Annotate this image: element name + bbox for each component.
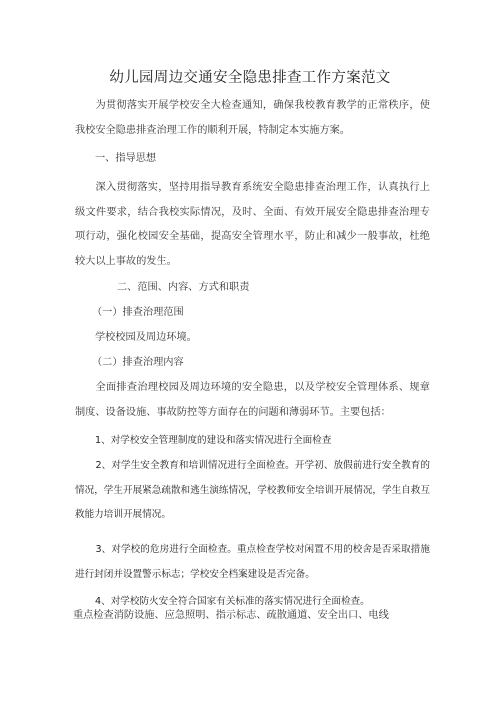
check-item-4: 4、对学校防火安全符合国家有关标准的落实情况进行全面检查。 — [95, 596, 370, 607]
section-heading-scope: 二、范围、内容、方式和职责 — [117, 282, 250, 293]
content-paragraph: 全面排查治理校园及周边环境的安全隐患，以及学校安全管理体系、规章制度、设备设施、事故防控等方面存在的问题和薄弱环节。主要包括： — [75, 382, 430, 418]
guiding-ideology-paragraph: 深入贯彻落实，坚持用指导教育系统安全隐患排查治理工作，认真执行上级文件要求，结合我校实际情况，及时、全面、有效开展安全隐患排查治理专项行动，强化校园安全基础，提高安全管理水平，防止和减少一般事故，杜绝较大以上事故的发生。 — [75, 182, 430, 267]
subsection-heading-content: （二）排查治理内容 — [92, 357, 184, 368]
check-item-3: 3、对学校的危房进行全面检查。重点检查学校对闲置不用的校舍是否采取措施进行封闭并设置警示标志；学校安全档案建设是否完备。 — [75, 544, 430, 580]
check-item-1: 1、对学校安全管理制度的建设和落实情况进行全面检查 — [95, 435, 332, 446]
section-heading-guiding-ideology: 一、指导思想 — [95, 153, 157, 164]
range-paragraph: 学校校园及周边环境。 — [95, 332, 197, 343]
check-item-4-continuation: 重点检查消防设施、应急照明、指示标志、疏散通道、安全出口、电线 — [73, 610, 389, 621]
subsection-heading-range: （一）排查治理范围 — [92, 307, 184, 318]
document-title: 幼儿园周边交通安全隐患排查工作方案范文 — [109, 70, 391, 86]
check-item-2: 2、对学生安全教育和培训情况进行全面检查。开学初、放假前进行安全教育的情况，学生开展紧急疏散和逃生演练情况，学校教师安全培训开展情况，学生自救互救能力培训开展情况。 — [75, 460, 430, 520]
intro-paragraph: 为贯彻落实开展学校安全大检查通知，确保我校教育教学的正常秩序，使我校安全隐患排查治理工作的顺利开展，特制定本实施方案。 — [75, 100, 430, 136]
